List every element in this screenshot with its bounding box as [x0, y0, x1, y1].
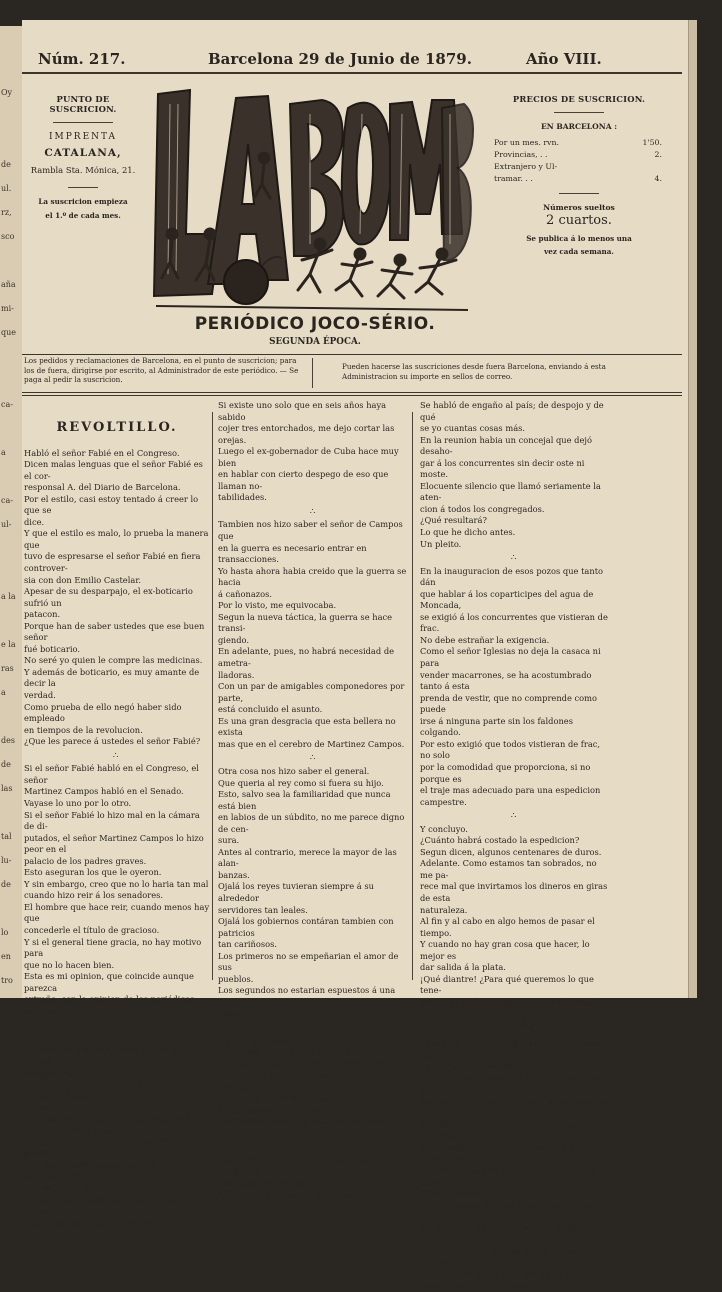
- col1-line: sia con don Emilio Castelar.: [24, 574, 142, 585]
- column-3: [420, 400, 610, 1291]
- col1-line: Como prueba de ello negó haber sido empleado: [24, 701, 182, 724]
- col3b-line: un hombre muy simpático.: [420, 1061, 533, 1072]
- price-value: 2.: [654, 150, 662, 159]
- previous-page-fragment: de: [1, 760, 11, 769]
- previous-page-fragment: Oy: [1, 88, 13, 97]
- col2-line: Que se está llenando de gloria.: [218, 1070, 349, 1081]
- un-viaje-heading: UN VIAJE.: [481, 1020, 549, 1032]
- col2-line: lladoras.: [218, 669, 255, 680]
- col3b-line: Lo repito: el señor Puig y Llagostera es para mi: [420, 1037, 608, 1060]
- price-value: 1'50.: [642, 138, 662, 147]
- previous-page-fragment: e la: [1, 640, 16, 649]
- previous-page-fragment: tro: [1, 976, 13, 985]
- col1-line: Habló el señor Fabié en el Congreso.: [24, 447, 180, 458]
- col3-line: Se habló de engaño al país; de despojo y de qué: [420, 400, 604, 422]
- col3-line: Un pleito.: [420, 538, 462, 549]
- col2-line: Es una gran desgracia que esta bellera no exista: [218, 715, 396, 738]
- newspaper-page: [22, 20, 688, 1291]
- col2-line: mas que en el cerebro de Martinez Campos.: [218, 738, 405, 749]
- col1-line: responsal A. del Diario de Barcelona.: [24, 482, 181, 493]
- col2-line: Antes al contrario, merece la mayor de las alan-: [218, 846, 397, 869]
- newspaper-subtitle: PERIÓDICO JOCO-SÉRIO.: [194, 314, 436, 334]
- col3-line: irse á ninguna parte sin los faldones colgando.: [420, 715, 573, 738]
- col2-line: pueblos.: [218, 973, 254, 984]
- col3-line: Elocuente silencio que llamó seriamente la aten-: [420, 480, 601, 503]
- col1-line: Todos los hombres le deben parecer muy peque-: [24, 1090, 197, 1113]
- previous-page-fragment: lo: [1, 928, 9, 937]
- col1-line: ¿Que les parece á ustedes el señor Fabié?: [24, 736, 201, 747]
- newspaper-epoch: SEGUNDA ÉPOCA.: [269, 337, 361, 347]
- col2-line: Los segundos no estarian espuestos á una embos-: [218, 985, 396, 1007]
- col3-line: En la inauguracion de esos pozos que tanto dán: [420, 565, 604, 588]
- col2-line: Los primeros no se empeñarian el amor de sus: [218, 950, 399, 973]
- col1-line: Vayase lo uno por lo otro.: [24, 797, 132, 808]
- masthead-rule: [22, 72, 682, 74]
- col1-line: Esto aseguran los que le oyeron.: [24, 867, 162, 878]
- col1-line: patacon.: [24, 609, 61, 620]
- price-row: [494, 173, 662, 185]
- issue-date: Barcelona 29 de Junio de 1879.: [208, 50, 472, 68]
- col2-line: cada.: [218, 1008, 241, 1019]
- col2-line: Y que ha dado agua, mucha agua.: [218, 1104, 361, 1115]
- notice-right: Pueden hacerse las suscriciones desde fuera Barcelona, enviando á esta Administracion su importe en sellos de correo.: [342, 362, 606, 381]
- col1-line: habilidades.: [24, 1067, 75, 1078]
- col3b-line: está llevando á cabo en la comarca de Esparraguera: [420, 1141, 581, 1164]
- col3-line: ¡Qué diantre! ¿Para qué queremos lo que tene-: [420, 973, 594, 996]
- section-separator: ∴: [309, 1141, 319, 1152]
- col3-line: el traje mas adecuado para una espedicion campestre.: [420, 785, 601, 807]
- col1-line: Si el señor Fabié habló en el Congreso, el señor: [24, 763, 199, 785]
- section-separator: ∴: [309, 752, 319, 763]
- col2-line: En adelante, pues, no habrá necesidad de ametra-: [218, 646, 395, 669]
- col2-line: en hablar con cierto despego de eso que llaman no-: [218, 469, 389, 491]
- col1-line: El hombre que hace reir, cuando menos hay que: [24, 901, 210, 924]
- col1-line: Esta es mi opinion, que coincide aunque parezca: [24, 971, 194, 993]
- price-label: Provincias, . .: [494, 150, 548, 159]
- col2-line: tan cariñosos.: [218, 939, 277, 950]
- col2-line: Esto, salvo sea la familiaridad que nunca está bien: [218, 789, 391, 811]
- col3b-line: Sin duda por lo bien que le traté la semana ante-: [420, 1072, 602, 1095]
- col3-line: ¿Qué resultará?: [420, 515, 487, 526]
- col3-line: Al fin y al cabo en algo hemos de pasar el tiempo.: [420, 916, 595, 938]
- col3b-line: consideraciones que las que se deben las personas: [420, 1245, 594, 1268]
- col1-line: dice.: [24, 516, 45, 527]
- subscription-point-title: PUNTO DE SUSCRICION.: [49, 94, 117, 114]
- la-bomba-logo: [150, 84, 476, 324]
- col1-line: Porque han de saber ustedes que ese buen señor: [24, 620, 205, 643]
- col1-line: Martinez Campos habló en el Senado.: [24, 786, 184, 797]
- col3-line: ¿Cuánto habrá costado la espedicion?: [420, 835, 580, 846]
- column-divider-1: [212, 412, 213, 980]
- price-label: tramar. . .: [494, 174, 533, 183]
- col2-line: Tambien nos hizo saber el señor de Campos que: [218, 519, 403, 542]
- col1-line: El héroe de Sagunto, habló de eso que llaman: [24, 1044, 187, 1066]
- publication-frequency-2: vez cada semana.: [544, 247, 614, 256]
- previous-page-fragment: en: [1, 952, 11, 961]
- col2-line: Los dueños de la acequia Condal han celebrado: [218, 1155, 375, 1177]
- col3b-line: Una invitacion de esta naturaleza, hecha por el: [420, 1199, 609, 1222]
- col2-line: Esto es; del Ayuntamiento de Barcelona.: [218, 1058, 389, 1069]
- col3b-line: bien nacidas, tenia para mi cierto atractivo.: [420, 1268, 605, 1279]
- col3b-line: rior, merced del señor Puig la grata atencion de ser: [420, 1095, 609, 1118]
- col3-line: vender macarrones, se ha acostumbrado tanto á esta: [420, 669, 592, 692]
- col3-line: Adelante. Como estamos tan sobrados, no me pa-: [420, 858, 597, 880]
- previous-page-fragment: ul.: [1, 184, 12, 193]
- revoltillo-heading: REVOLTILLO.: [56, 420, 178, 435]
- col3-line: Segun dicen, algunos centenares de duros.: [420, 846, 602, 857]
- col2-line: tabilidades.: [218, 492, 267, 503]
- issue-year: Año VIII.: [526, 50, 602, 68]
- col2-line: Por lo visto, me equivocaba.: [218, 600, 337, 611]
- price-row: [494, 161, 662, 173]
- col3-line: rece mal que invirtamos los dineros en giras de esta: [420, 881, 608, 903]
- col1-line: Si el señor Fabié lo hizo mal en la cámara de di-: [24, 809, 200, 832]
- col2-line: Luego el ex-gobernador de Cuba hace muy bien: [218, 446, 399, 468]
- col2-line: ¿Por qué?: [218, 1081, 260, 1092]
- col3-line: Por esto exigió que todos vistieran de frac, no solo: [420, 738, 601, 761]
- price-row: [494, 137, 662, 149]
- single-issue-price: 2 cuartos.: [546, 213, 612, 228]
- col1-line: cuerpo de Miret?: [24, 1183, 97, 1193]
- previous-page-fragment: ca-: [1, 400, 13, 409]
- col2-line: Con un par de amigables componedores por parte,: [218, 681, 405, 703]
- subscription-note-1: La suscricion empieza: [38, 197, 128, 206]
- previous-page-fragment: tal: [1, 832, 12, 841]
- col1-line: des, ha hecho lo que el general?: [24, 1217, 160, 1228]
- col3-line: por la comodidad que proporciona, si no porque es: [420, 761, 591, 784]
- col3b-line: hombre á quien he combatido y combato sin más: [420, 1222, 607, 1245]
- subtitle-block: [142, 314, 488, 347]
- col3-line: Y cuando no hay gran cosa que hacer, lo mejor es: [420, 939, 590, 961]
- col3-line: prenda de vestir, que no comprende como puede: [420, 692, 598, 715]
- col2-line: en labios de un súbdito, no me parece digno de cen-: [218, 812, 405, 834]
- col1-line: riales.: [24, 1017, 51, 1028]
- previous-page-fragment: rz,: [1, 208, 12, 217]
- col3-line: Como el señor Iglesias no deja la casaca ni para: [420, 646, 601, 669]
- prices-title: PRECIOS DE SUSCRICION.: [512, 94, 646, 104]
- previous-page-fragment: lu-: [1, 856, 12, 865]
- printer-line-1: IMPRENTA: [48, 132, 118, 142]
- col1-line: putados, el señor Martinez Campos lo hizo peor en el: [24, 832, 204, 855]
- previous-page-fragment: a la: [1, 592, 16, 601]
- col2-line: banzas.: [218, 869, 250, 880]
- previous-page-fragment: ca-: [1, 496, 13, 505]
- price-label: Extranjero y Ul-: [494, 162, 558, 171]
- col3b-line: y en una estension de cuatro kilómetros á partir des-: [420, 1165, 597, 1187]
- col3-line: En la reunion habia un concejal que dejó desaho-: [420, 434, 592, 457]
- col3-line: mos si no podemos pagar lo que debemos?: [420, 996, 601, 1007]
- notice-bottom-rule: [22, 392, 682, 393]
- col1-line: Apesar de su desparpajo, el ex-boticario sufrió un: [24, 586, 193, 608]
- previous-page-fragment: ras: [1, 664, 14, 673]
- printer-address: Rambla Sta. Mónica, 21.: [30, 165, 136, 175]
- col3-line: cion á todos los congregados.: [420, 503, 545, 514]
- col3-line: Lo que he dicho antes.: [420, 527, 516, 538]
- col2-line: Otra cosa nos hizo saber el general.: [218, 765, 370, 776]
- col3-line: dar salida á la plata.: [420, 962, 506, 973]
- col3-line: naturaleza.: [420, 904, 468, 915]
- col3b-line: invitado para visitar las importantísimas obras que: [420, 1118, 591, 1141]
- section-separator: ∴: [510, 810, 520, 821]
- col2-line: Yo hasta ahora habia creido que la guerra se hacia: [218, 565, 407, 588]
- section-separator: ∴: [309, 505, 319, 516]
- column-divider-2: [412, 412, 413, 980]
- price-row: [494, 149, 662, 161]
- col2-line: servidores tan leales.: [218, 904, 308, 915]
- col1-line: que no lo hacen bien.: [24, 959, 115, 970]
- col2-line: Porque ha hecho dos pozos.: [218, 1093, 335, 1104]
- col2-line: una numerosa reunion.: [218, 1178, 316, 1189]
- col2-line: Ojalá los gobiernos contáran tambien con patricios: [218, 916, 394, 938]
- col2-line: Hablemos ahora del Ayuntamiento.: [218, 1047, 367, 1058]
- single-issue-label: Números sueltos: [543, 203, 615, 212]
- spacer: [420, 1008, 610, 1018]
- col1-line: Por el estilo, casi estoy tentado á creer lo que se: [24, 493, 199, 516]
- col2-line: Segun la nueva táctica, la guerra se hace transi-: [218, 611, 393, 634]
- col1-line: No seré yo quien le compre las medicinas.: [24, 655, 203, 666]
- previous-page-fragment: des: [1, 736, 15, 745]
- subscription-prices-box: [488, 94, 670, 256]
- col1-line: verdad.: [24, 690, 56, 701]
- col2-line: en la guerra es necesario entrar en transacciones.: [218, 542, 367, 565]
- column-2: [218, 400, 410, 1200]
- previous-page-fragment: a: [1, 688, 6, 697]
- previous-page-edge: [0, 26, 23, 998]
- col2-line: Que queria al rey como si fuera su hijo.: [218, 777, 384, 788]
- previous-page-fragment: que: [1, 328, 17, 337]
- masthead: [22, 48, 688, 74]
- notice-divider: [312, 358, 313, 388]
- previous-page-fragment: sco: [1, 232, 15, 241]
- notice-top-rule: [22, 354, 682, 355]
- col1-line: Y si el general tiene gracia, no hay motivo para: [24, 936, 202, 959]
- col1-line: cuando hizo reir á los senadores.: [24, 890, 164, 901]
- price-value: 4.: [654, 174, 662, 183]
- previous-page-fragment: ul-: [1, 520, 12, 529]
- col2-line: cojer tres entorchados, me dejo cortar las orejas.: [218, 423, 395, 445]
- col3-line: No debe estrañar la exigencia.: [420, 634, 550, 645]
- printer-line-2: CATALANA,: [44, 147, 122, 159]
- price-table: [494, 137, 662, 185]
- col1-line: Y sinó, vamos á ver: ¿qué capacidad, por notable: [24, 1136, 196, 1159]
- col1-line: palacio de los padres graves.: [24, 855, 147, 866]
- col1-line: Y efectivamente lo son.: [24, 1125, 122, 1136]
- section-separator: ∴: [309, 1021, 319, 1032]
- issue-number: Núm. 217.: [38, 50, 126, 68]
- col1-line: Y sin embargo, creo que no lo haria tan mal: [24, 878, 209, 889]
- col1-line: Y que el estilo es malo, lo prueba la manera que: [24, 528, 209, 550]
- col2-line: Allí se dijeron cosas muy gordas.: [218, 1189, 357, 1200]
- section-separator: ∴: [112, 1030, 122, 1041]
- col3-line: Y concluyo.: [420, 823, 468, 834]
- col1-line: concederle el título de gracioso.: [24, 924, 160, 935]
- section-separator: ∴: [510, 552, 520, 563]
- previous-page-fragment: mi-: [1, 304, 14, 313]
- prices-city: EN BARCELONA :: [540, 122, 618, 131]
- price-label: Por un mes. rvn.: [494, 138, 559, 147]
- notice-left: Los pedidos y reclamaciones de Barcelona, en el punto de suscricion; para los de fuera, dirigirse por escrito, al Administrador de este periódico. — Se paga al pedir la suscricion.: [24, 356, 299, 384]
- col1-line: tuvo de espresarse el señor Fabié en fiera controver-: [24, 551, 201, 574]
- col3-line: se exigió á los concurrentes que vistieran de frac.: [420, 611, 608, 634]
- binding-edge: [688, 20, 697, 998]
- col2-line: sura.: [218, 835, 240, 846]
- col1-line: que sea, puede compararse con la capacidad del: [24, 1159, 168, 1182]
- col1-line: Y además de boticario, es muy amante de decir la: [24, 666, 200, 689]
- notice-bottom-rule-2: [22, 395, 682, 396]
- col2-line: Si existe uno solo que en seis años haya sabido: [218, 400, 387, 422]
- col1-line: en tiempos de la revolucion.: [24, 724, 143, 735]
- publication-frequency-1: Se publica á lo menos una: [526, 234, 632, 243]
- col2-line: Un pleito.: [218, 1127, 260, 1138]
- col1-line: extraño, con la opinion de los periódicos ministe-: [24, 994, 195, 1016]
- subscription-note-2: el 1.º de cada mes.: [45, 211, 121, 220]
- col1-line: ños comparados con un gran capacidad.: [24, 1113, 194, 1124]
- section-separator: ∴: [112, 749, 122, 760]
- col3b-line: de su grandiosa fábrica.: [420, 1188, 522, 1199]
- col3-line: gar á los concurrentes sin decir oste ni moste.: [420, 457, 585, 480]
- col2-line: Y basta de general.: [218, 1035, 300, 1046]
- col1-line: ¿Cuál de esos hombres que se llaman notabilida-: [24, 1194, 183, 1217]
- previous-page-fragment: aña: [1, 280, 16, 289]
- previous-page-fragment: de: [1, 880, 11, 889]
- subscription-point-box: [24, 94, 142, 220]
- col3-line: se yo cuantas cosas más.: [420, 423, 526, 434]
- col3-line: que hablar á los coparticipes del agua de Moncada,: [420, 588, 594, 611]
- col3b-line: Acepté, pues, la invitacion.: [420, 1280, 534, 1291]
- col2-line: á cañonazos.: [218, 588, 273, 599]
- previous-page-fragment: de: [1, 160, 11, 169]
- previous-page-fragment: a: [1, 448, 6, 457]
- previous-page-fragment: las: [1, 784, 13, 793]
- col2-line: Ojalá los reyes tuvieran siempre á su alrededor: [218, 881, 374, 903]
- col1-line: Comprendo que hable así el general.: [24, 1079, 180, 1090]
- col2-line: giendo.: [218, 634, 250, 645]
- col2-line: está concluido el asunto.: [218, 704, 323, 715]
- col1-line: fué boticario.: [24, 643, 80, 654]
- col1-line: Dicen malas lenguas que el señor Fabié es el cor-: [24, 459, 203, 481]
- column-1: [24, 418, 210, 1228]
- col2-line: Pero nos ha dado á la vez otra cosa peor.: [218, 1116, 390, 1127]
